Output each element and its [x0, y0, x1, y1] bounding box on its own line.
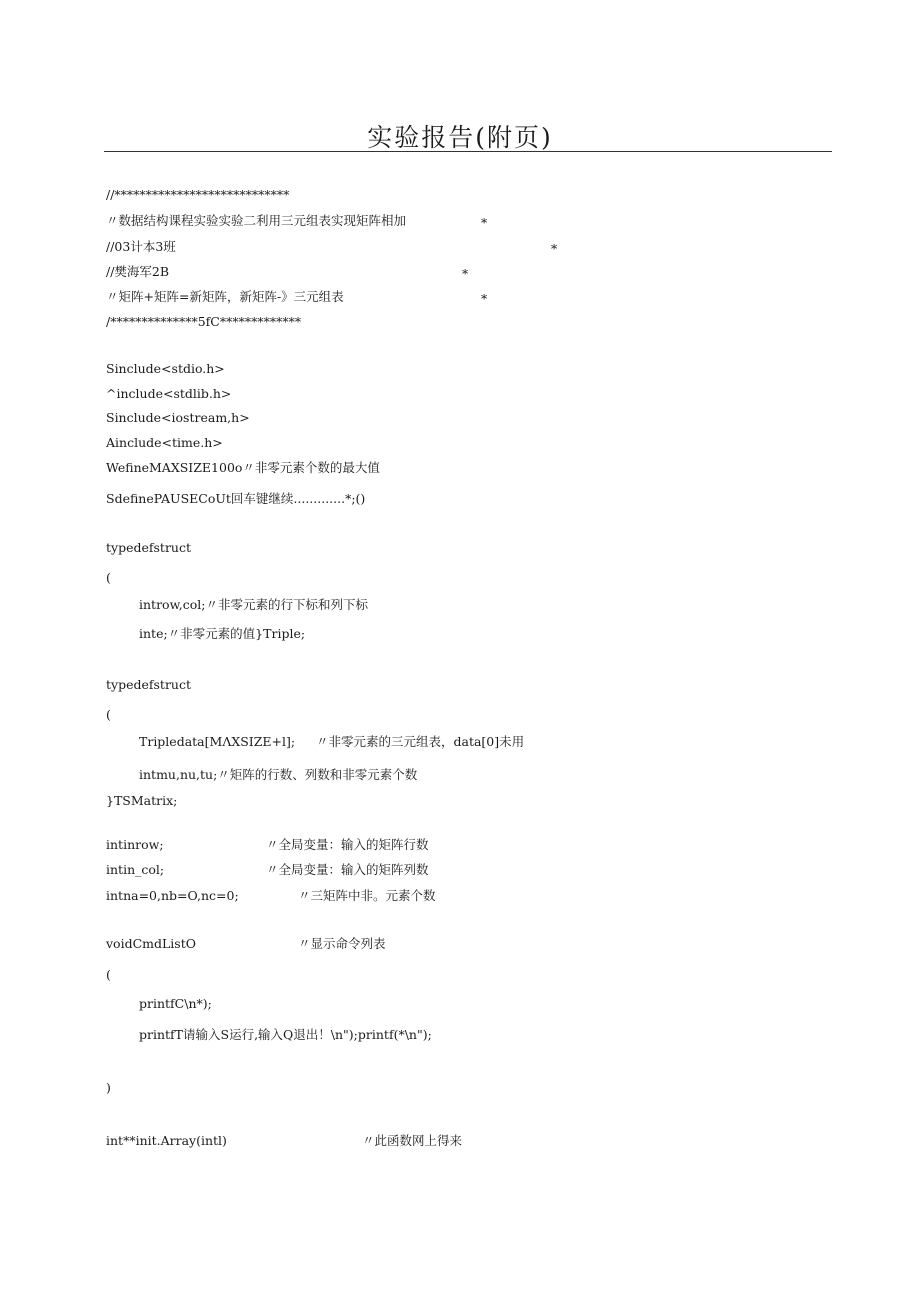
code-line: inte;〃非零元素的值}Triple; — [139, 626, 306, 641]
code-line: }TSMatrix; — [106, 793, 178, 808]
code-line: ( — [106, 570, 111, 585]
code-line: Sinclude<iostream,h> — [106, 410, 250, 425]
code-line: intinrow; — [106, 837, 164, 852]
code-comment: 〃三矩阵中非。元素个数 — [298, 888, 436, 903]
code-line: typedefstruct — [106, 540, 191, 555]
code-line: ( — [106, 707, 111, 722]
code-comment: 〃显示命令列表 — [298, 936, 386, 951]
comment-star: * — [481, 215, 488, 230]
code-line: WefineMAXSIZE100o〃非零元素个数的最大值 — [106, 460, 380, 475]
code-comment: 〃全局变量：输入的矩阵列数 — [266, 862, 429, 877]
page-title: 实验报告(附页) — [367, 123, 553, 152]
code-comment: 〃此函数网上得来 — [362, 1133, 463, 1148]
comment-border-top: //**************************** — [106, 187, 290, 202]
title-underline — [104, 151, 832, 152]
code-line: intna=0,nb=O,nc=0; — [106, 888, 239, 903]
code-line: ) — [106, 1080, 111, 1095]
code-line: intmu,nu,tu;〃矩阵的行数、列数和非零元素个数 — [139, 767, 418, 782]
code-line: ( — [106, 967, 111, 982]
code-line: SdefinePAUSECoUt回车键继续.............*;() — [106, 491, 366, 506]
code-line: typedefstruct — [106, 677, 191, 692]
comment-line-summary: 〃矩阵+矩阵=新矩阵，新矩阵-》三元组表 — [106, 289, 344, 304]
comment-border-bottom: /**************5fC************* — [106, 314, 302, 329]
code-comment: 〃全局变量：输入的矩阵行数 — [266, 837, 429, 852]
code-comment: 〃非零元素的三元组表，data[0]未用 — [316, 734, 525, 749]
code-line: printfT请输入S运行,输入Q退出！\n");printf(*\n"); — [139, 1027, 432, 1042]
code-line: Tripledata[MΛXSIZE+l]; — [139, 734, 296, 749]
code-line: ^include<stdlib.h> — [106, 386, 232, 401]
comment-star: * — [551, 241, 558, 256]
comment-line-course: 〃数据结构课程实验实验二利用三元组表实现矩阵相加 — [106, 213, 407, 228]
comment-line-author: //樊海军2B — [106, 264, 170, 279]
comment-star: * — [462, 266, 469, 281]
comment-star: * — [481, 291, 488, 306]
code-line: voidCmdListO — [106, 936, 196, 951]
code-line: printfC\n*); — [139, 996, 212, 1011]
code-line: Ainclude<time.h> — [106, 435, 223, 450]
comment-line-class: //03计本3班 — [106, 239, 176, 254]
code-line: int**init.Array(intl) — [106, 1133, 227, 1148]
code-line: Sinclude<stdio.h> — [106, 361, 225, 376]
code-line: intin_col; — [106, 862, 165, 877]
code-line: introw,col;〃非零元素的行下标和列下标 — [139, 597, 368, 612]
